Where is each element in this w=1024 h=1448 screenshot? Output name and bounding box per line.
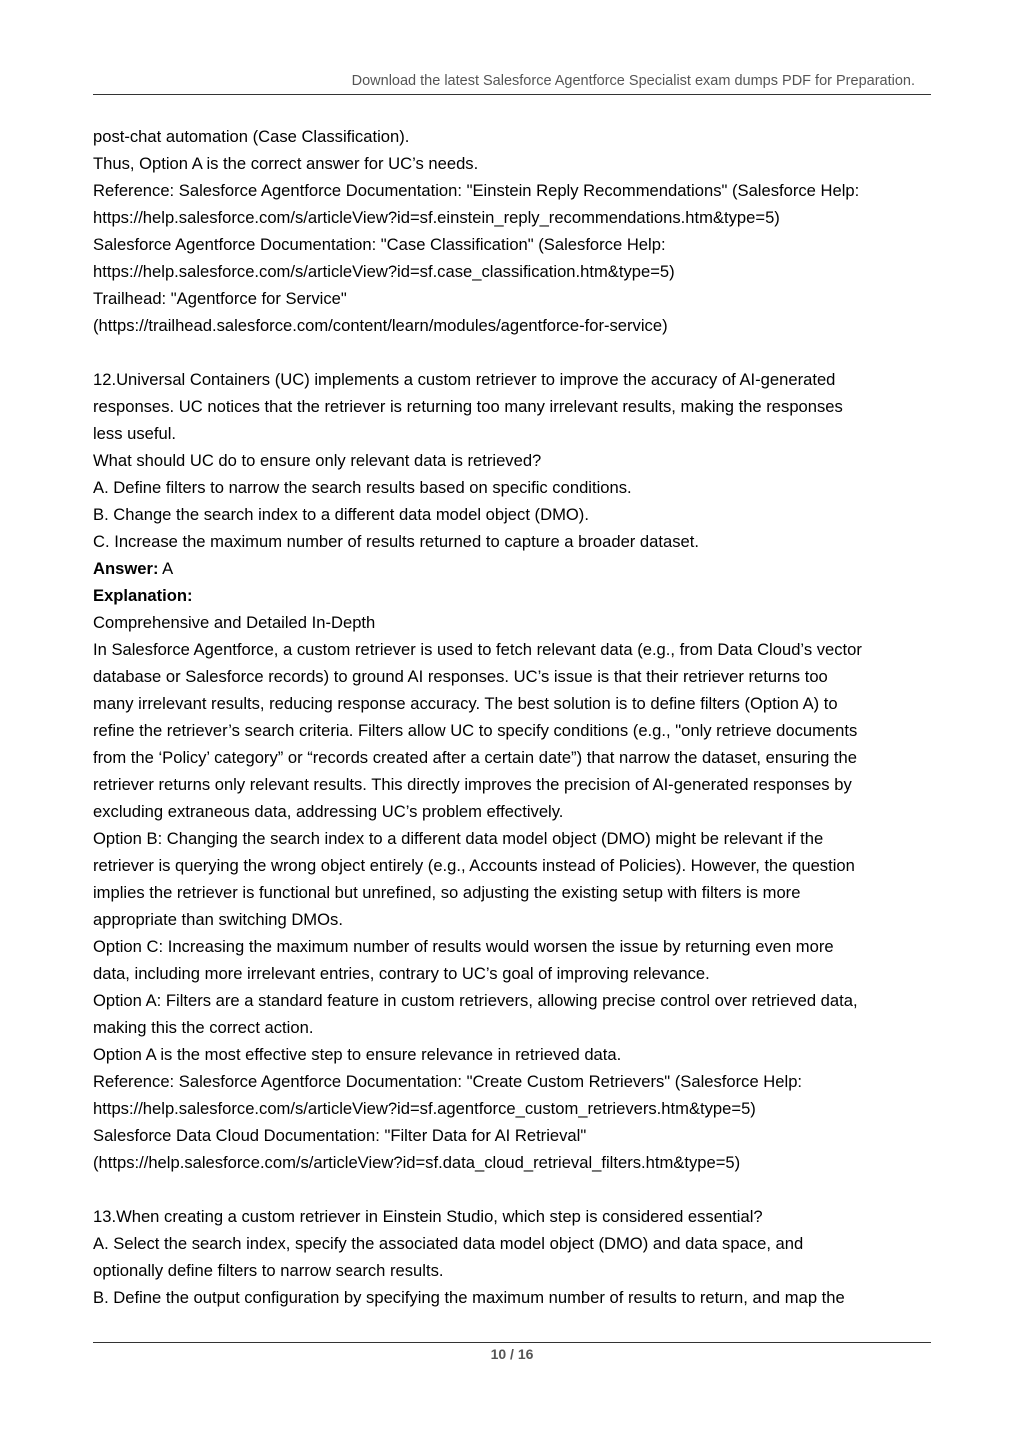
- answer-option-c: C. Increase the maximum number of results returned to capture a broader dataset.: [93, 532, 699, 551]
- answer-option-a: A. Define filters to narrow the search results based on specific conditions.: [93, 478, 632, 497]
- explanation-line: refine the retriever’s search criteria. Filters allow UC to specify conditions (e.g., "only retrieve documents: [93, 721, 858, 740]
- explanation-line: Option C: Increasing the maximum number of results would worsen the issue by returning even more: [93, 937, 834, 956]
- question-text-line: 12.Universal Containers (UC) implements a custom retriever to improve the accuracy of AI-generated: [93, 370, 836, 389]
- explanation-line: retriever is querying the wrong object entirely (e.g., Accounts instead of Policies). However, the question: [93, 856, 855, 875]
- explanation-line: from the ‘Policy’ category” or “records created after a certain date”) that narrow the dataset, ensuring the: [93, 748, 857, 767]
- explanation-line: making this the correct action.: [93, 1018, 314, 1037]
- header-divider: [93, 94, 931, 95]
- explanation-line: data, including more irrelevant entries, contrary to UC’s goal of improving relevance.: [93, 964, 710, 983]
- explanation-line: Salesforce Data Cloud Documentation: "Filter Data for AI Retrieval": [93, 1126, 587, 1145]
- question-13: [93, 1203, 938, 1311]
- explanation-line: excluding extraneous data, addressing UC’s problem effectively.: [93, 802, 564, 821]
- explanation-line: database or Salesforce records) to ground AI responses. UC’s issue is that their retriever returns too: [93, 667, 828, 686]
- intro-line: post-chat automation (Case Classification).: [93, 127, 410, 146]
- intro-section: [93, 123, 938, 339]
- question-text-line: 13.When creating a custom retriever in Einstein Studio, which step is considered essential?: [93, 1207, 763, 1226]
- answer-option-b: B. Define the output configuration by specifying the maximum number of results to return, and map the: [93, 1288, 845, 1307]
- answer-line: [93, 555, 938, 582]
- explanation-line: https://help.salesforce.com/s/articleView?id=sf.agentforce_custom_retrievers.htm&type=5): [93, 1099, 756, 1118]
- page-number: 10 / 16: [490, 1346, 534, 1362]
- question-12: [93, 366, 938, 1176]
- answer-label: Answer:: [93, 559, 159, 578]
- page-header-text: Download the latest Salesforce Agentforce Specialist exam dumps PDF for Preparation.: [351, 73, 915, 89]
- explanation-line: appropriate than switching DMOs.: [93, 910, 343, 929]
- intro-line: Reference: Salesforce Agentforce Documentation: "Einstein Reply Recommendations" (Salesforce Help:: [93, 181, 860, 200]
- intro-line: https://help.salesforce.com/s/articleView?id=sf.einstein_reply_recommendations.htm&type=5): [93, 208, 780, 227]
- answer-value: A: [158, 559, 174, 578]
- explanation-line: In Salesforce Agentforce, a custom retriever is used to fetch relevant data (e.g., from Data Cloud’s vector: [93, 640, 862, 659]
- footer-divider: [93, 1342, 931, 1343]
- paragraph-spacer: [93, 1176, 938, 1203]
- explanation-line: implies the retriever is functional but unrefined, so adjusting the existing setup with filters is more: [93, 883, 801, 902]
- intro-line: Trailhead: "Agentforce for Service": [93, 289, 347, 308]
- explanation-label: Explanation:: [93, 586, 193, 605]
- explanation-line: retriever returns only relevant results. This directly improves the precision of AI-generated responses by: [93, 775, 852, 794]
- explanation-line: Option A: Filters are a standard feature in custom retrievers, allowing precise control over retrieved data,: [93, 991, 858, 1010]
- question-text-line: responses. UC notices that the retriever is returning too many irrelevant results, making the responses: [93, 397, 843, 416]
- explanation-line: Option A is the most effective step to ensure relevance in retrieved data.: [93, 1045, 622, 1064]
- explanation-line: Comprehensive and Detailed In-Depth: [93, 613, 376, 632]
- paragraph-spacer: [93, 339, 938, 366]
- answer-option-a: A. Select the search index, specify the associated data model object (DMO) and data space, and: [93, 1234, 804, 1253]
- intro-line: Thus, Option A is the correct answer for UC’s needs.: [93, 154, 479, 173]
- intro-line: (https://trailhead.salesforce.com/content/learn/modules/agentforce-for-service): [93, 316, 668, 335]
- explanation-line: Option B: Changing the search index to a different data model object (DMO) might be relevant if the: [93, 829, 824, 848]
- intro-line: https://help.salesforce.com/s/articleView?id=sf.case_classification.htm&type=5): [93, 262, 675, 281]
- explanation-line: (https://help.salesforce.com/s/articleView?id=sf.data_cloud_retrieval_filters.htm&type=5): [93, 1153, 741, 1172]
- question-text-line: What should UC do to ensure only relevant data is retrieved?: [93, 451, 542, 470]
- answer-option-a-continued: optionally define filters to narrow search results.: [93, 1261, 444, 1280]
- question-text-line: less useful.: [93, 424, 177, 443]
- page-content: [93, 123, 938, 1311]
- intro-line: Salesforce Agentforce Documentation: "Case Classification" (Salesforce Help:: [93, 235, 666, 254]
- answer-option-b: B. Change the search index to a different data model object (DMO).: [93, 505, 589, 524]
- explanation-line: Reference: Salesforce Agentforce Documentation: "Create Custom Retrievers" (Salesforce Help:: [93, 1072, 803, 1091]
- explanation-line: many irrelevant results, reducing response accuracy. The best solution is to define filters (Option A) to: [93, 694, 838, 713]
